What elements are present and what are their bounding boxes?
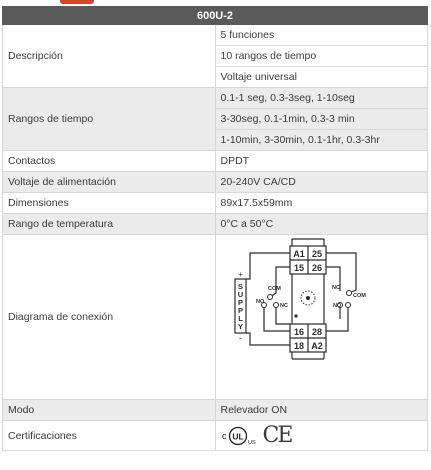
cul-us-icon	[221, 424, 259, 448]
ul-us-suffix: US	[247, 439, 256, 446]
ce-mark-icon: CE	[262, 422, 292, 448]
terminal-28: 28	[311, 327, 322, 337]
terminal-16: 16	[293, 327, 304, 337]
modo-value: Relevador ON	[215, 400, 428, 421]
row-label-voltaje: Voltaje de alimentación	[3, 172, 216, 193]
terminal-A2: A2	[310, 341, 323, 351]
wiring-diagram-cell	[215, 235, 428, 400]
certifications-cell	[215, 421, 428, 451]
left-com-label: COM	[267, 286, 281, 292]
contactos-value: DPDT	[215, 151, 428, 172]
descripcion-value-3: Voltaje universal	[215, 67, 428, 88]
row-label-certificaciones: Certificaciones	[3, 421, 216, 451]
rangos-value-3: 1-10min, 3-30min, 0.1-1hr, 0.3-3hr	[215, 130, 428, 151]
row-label-diagrama: Diagrama de conexión	[3, 235, 216, 400]
dimensiones-value: 89x17.5x59mm	[215, 193, 428, 214]
right-no-label: NO	[332, 303, 341, 309]
temperatura-value: 0°C a 50°C	[215, 214, 428, 235]
row-label-modo: Modo	[3, 400, 216, 421]
supply-minus: -	[238, 333, 242, 343]
rangos-value-1: 0.1-1 seg, 0.3-3seg, 1-10seg	[215, 88, 428, 109]
right-com-terminal	[346, 291, 351, 296]
row-label-rangos: Rangos de tiempo	[3, 88, 216, 151]
rangos-value-2: 3-30seg, 0.1-1min, 0.3-3 min	[215, 109, 428, 130]
row-label-contactos: Contactos	[3, 151, 216, 172]
supply-letter: U	[237, 290, 243, 299]
certifications-logos	[221, 424, 428, 448]
right-nc-label: NC	[331, 285, 340, 291]
descripcion-value-1: 5 funciones	[215, 25, 428, 46]
supply-letter: S	[237, 282, 243, 291]
spec-table	[2, 6, 428, 451]
ul-mark: UL	[231, 431, 244, 441]
indicator-dot	[294, 314, 297, 317]
table-header: 600U-2	[3, 7, 428, 25]
left-nc-terminal	[273, 303, 278, 308]
supply-letter: P	[237, 306, 243, 315]
wiring-diagram	[216, 235, 431, 399]
terminal-25: 25	[311, 249, 322, 259]
right-com-label: COM	[352, 293, 366, 299]
row-label-temperatura: Rango de temperatura	[3, 214, 216, 235]
row-label-dimensiones: Dimensiones	[3, 193, 216, 214]
terminal-18: 18	[293, 341, 304, 351]
voltaje-value: 20-240V CA/CD	[215, 172, 428, 193]
cul-c-prefix: c	[221, 430, 226, 441]
left-no-label: NO	[255, 299, 264, 305]
supply-plus: +	[237, 270, 243, 279]
left-nc-label: NC	[279, 303, 288, 309]
descripcion-value-2: 10 rangos de tiempo	[215, 46, 428, 67]
terminal-15: 15	[293, 263, 304, 273]
supply-letter: P	[237, 298, 243, 307]
timer-dial-center	[306, 296, 310, 300]
supply-label	[237, 282, 242, 331]
supply-letter: L	[237, 314, 243, 323]
right-no-terminal	[345, 303, 350, 308]
supply-letter: Y	[237, 322, 243, 331]
row-label-descripcion: Descripción	[3, 25, 216, 88]
terminal-A1: A1	[292, 249, 305, 259]
left-com-terminal	[267, 295, 272, 300]
logo-fragment	[60, 0, 94, 4]
terminal-26: 26	[311, 263, 322, 273]
